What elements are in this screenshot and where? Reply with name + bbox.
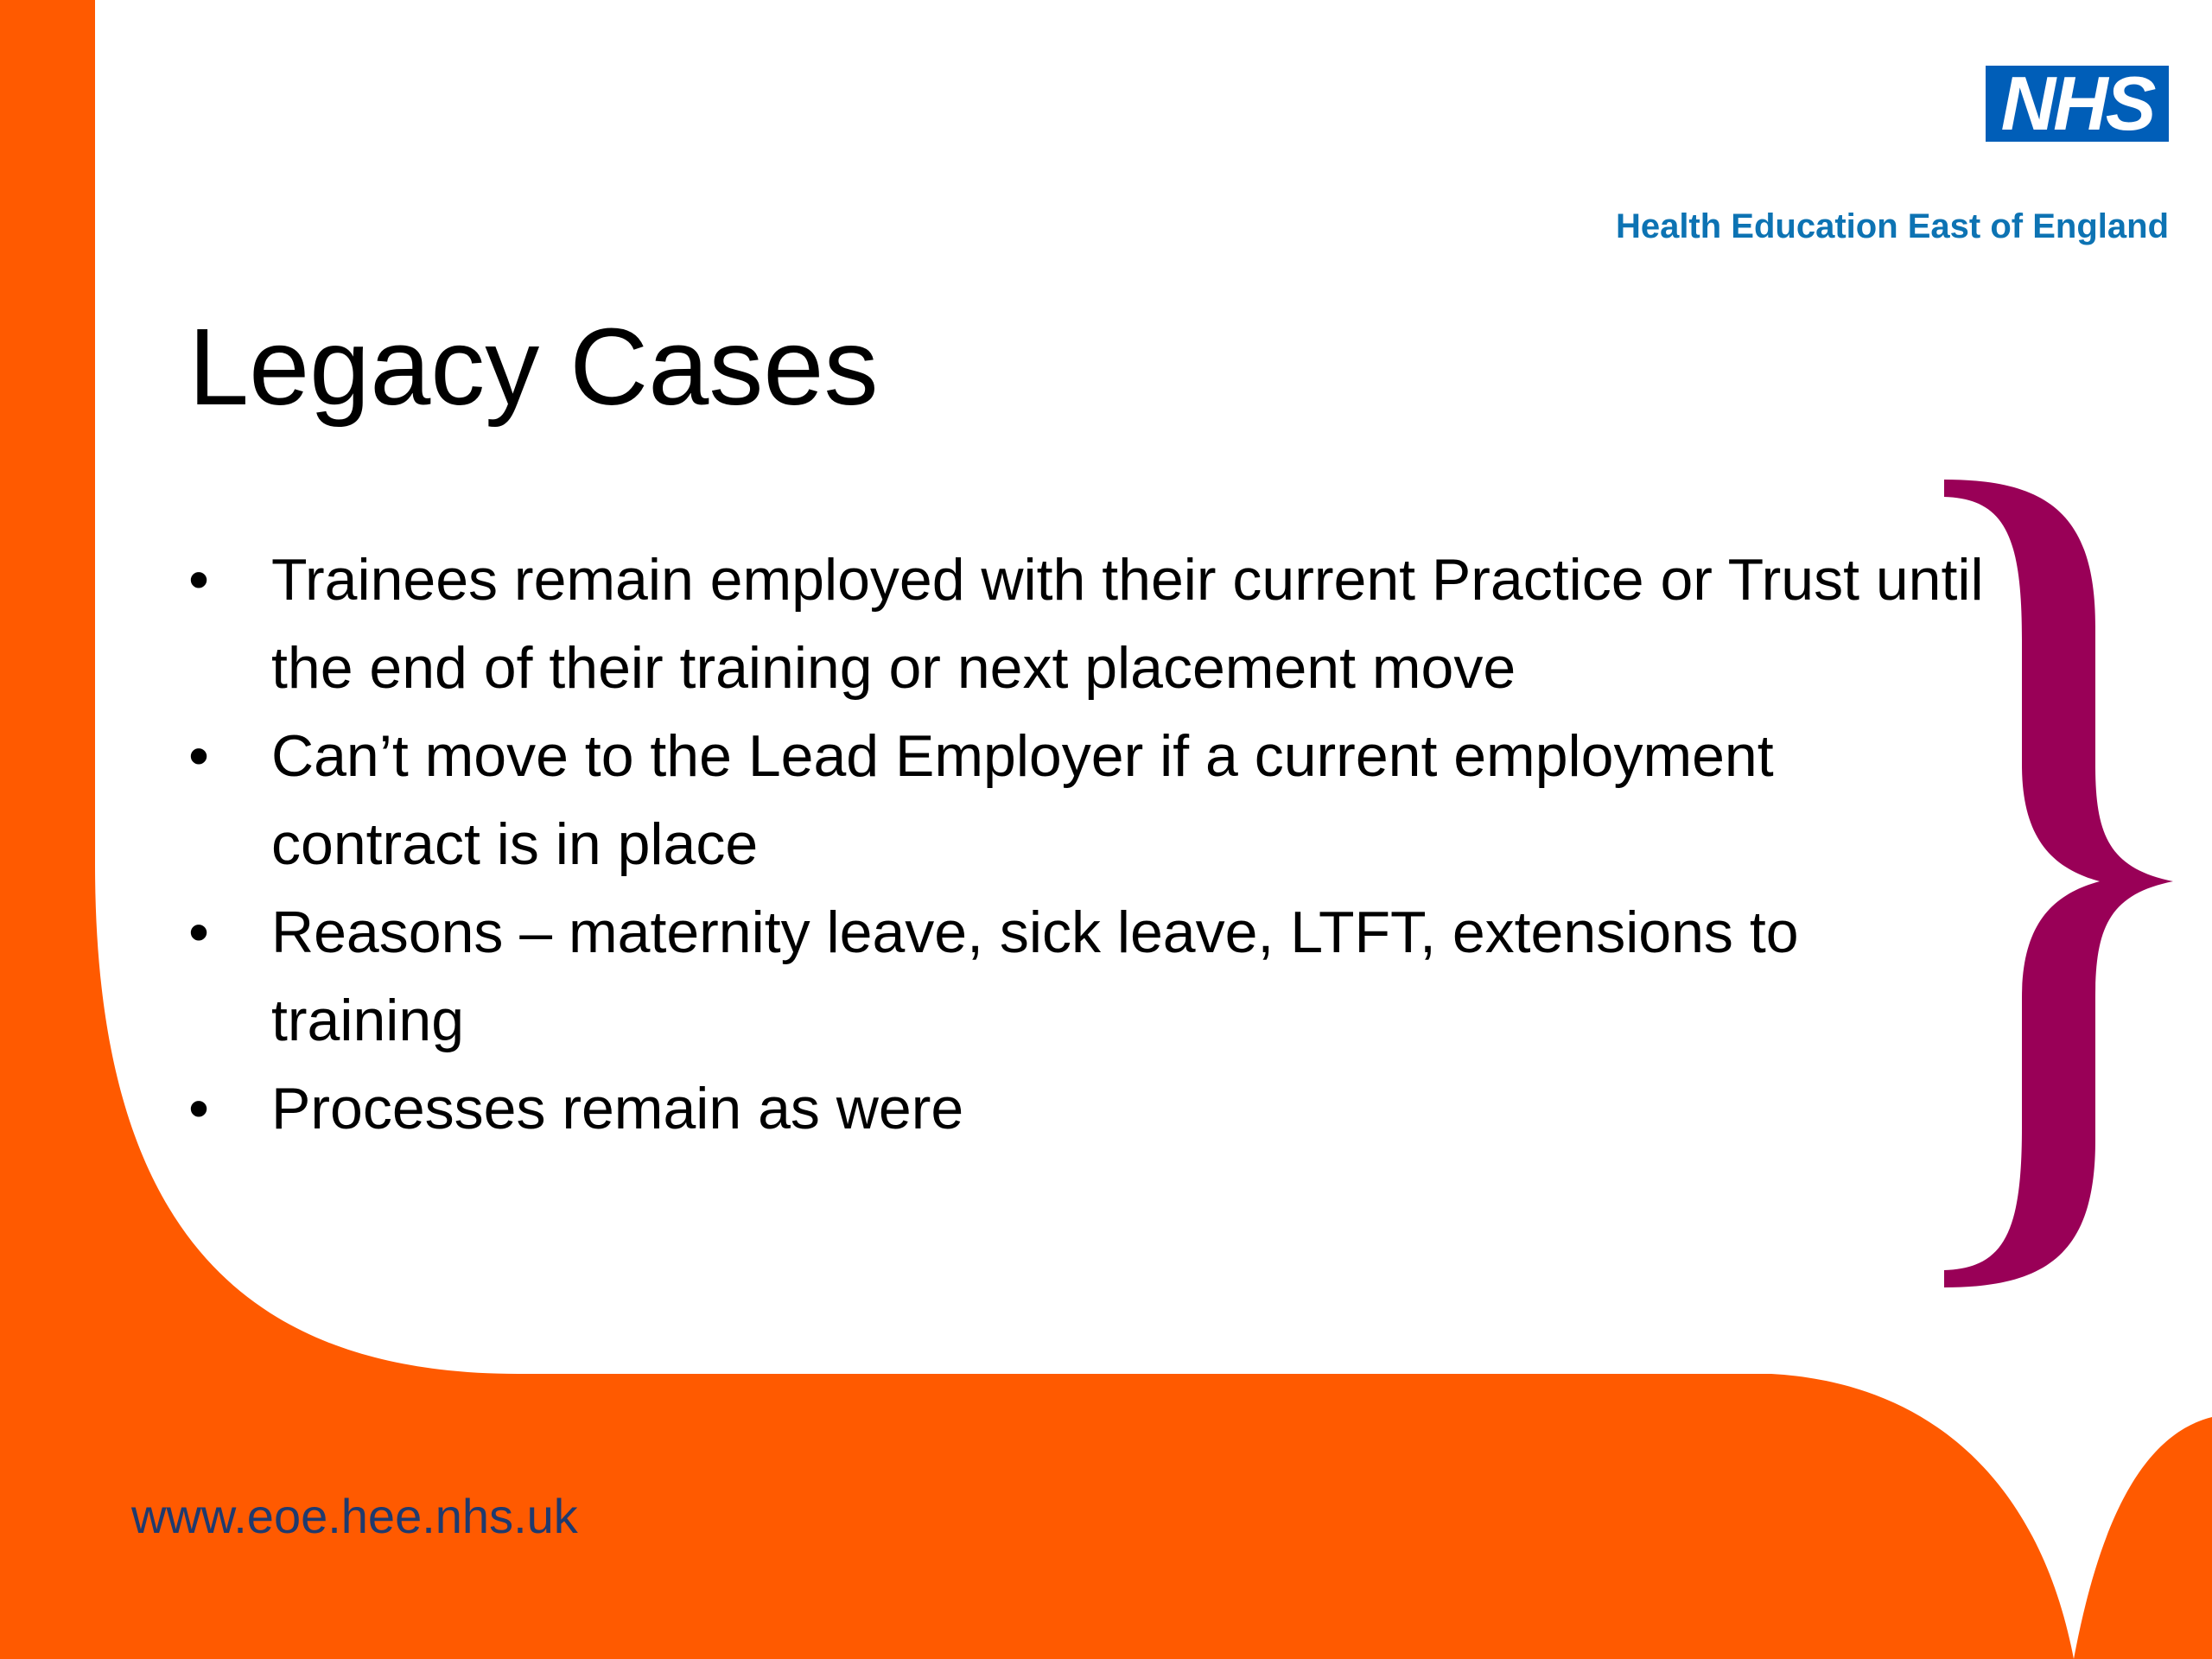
organisation-name: Health Education East of England (1615, 207, 2169, 245)
bullet-dot: • (188, 899, 209, 965)
bullet-dot: • (188, 547, 209, 613)
bullet-item (181, 888, 1987, 1065)
bullet-text: Reasons – maternity leave, sick leave, LTFT, extensions to training (271, 899, 1799, 1053)
curly-brace-icon (1936, 480, 2177, 1287)
bullet-text: Can’t move to the Lead Employer if a current employment contract is in place (271, 723, 1774, 877)
bullet-item (181, 1065, 1987, 1153)
nhs-logo: NHS (1986, 66, 2169, 142)
bullet-item (181, 536, 1987, 712)
bullet-text: Trainees remain employed with their current Practice or Trust until the end of their training or next placement move (271, 547, 1984, 701)
bullet-item (181, 712, 1987, 888)
bullet-text: Processes remain as were (271, 1076, 964, 1141)
bullet-dot: • (188, 723, 209, 789)
bullet-dot: • (188, 1076, 209, 1141)
slide-title: Legacy Cases (188, 306, 879, 428)
footer-website-url: www.eoe.hee.nhs.uk (131, 1489, 578, 1543)
bullet-list (181, 536, 1987, 1153)
